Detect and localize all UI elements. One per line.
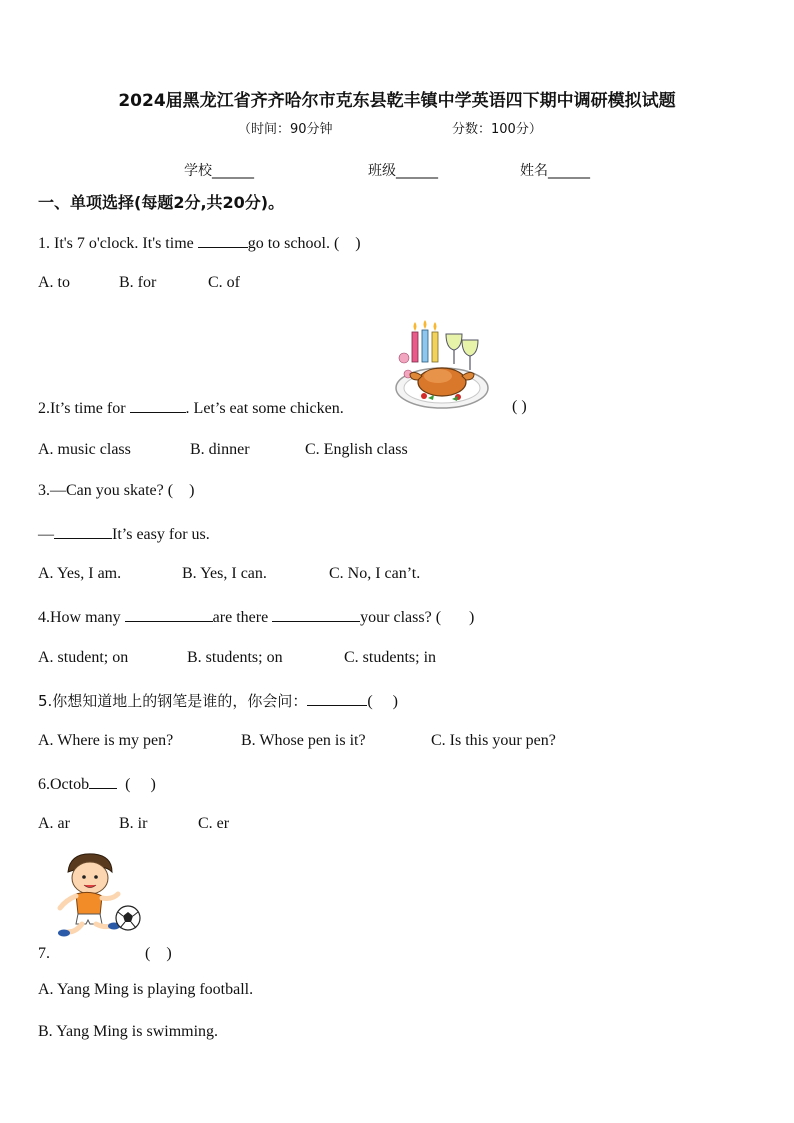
exam-time: （时间：90分钟 [238, 122, 333, 137]
q4-option-a: A. student; on [38, 649, 129, 666]
exam-score: 分数：100分） [452, 122, 542, 137]
q1-option-a: A. to [38, 274, 70, 291]
q4-stem-b: are there [212, 609, 269, 626]
q4-paren: ) [469, 609, 475, 626]
q3-stem: 3.—Can you skate? ( [38, 482, 174, 499]
q6-option-a: A. ar [38, 815, 70, 832]
q6-open-paren: ( [125, 776, 131, 793]
q1-stem: 1. It's 7 o'clock. It's time [38, 235, 194, 252]
q7-paren: ) [166, 945, 172, 962]
question-4 [38, 607, 474, 627]
q6-paren: ) [150, 776, 156, 793]
q2-blank [130, 398, 186, 413]
question-2 [38, 398, 344, 418]
q7-stem: 7. [38, 945, 50, 962]
q5-option-b: B. Whose pen is it? [241, 732, 366, 749]
q5-open-paren: ( [367, 693, 373, 710]
name-blank: ______ [548, 163, 590, 179]
class-field [368, 160, 438, 180]
q7-option-b: B. Yang Ming is swimming. [38, 1023, 219, 1040]
q7-open-paren: ( [145, 945, 151, 962]
question-7 [38, 945, 50, 963]
boy-football-image [48, 850, 144, 938]
q5-paren: ) [392, 693, 398, 710]
q1-option-b: B. for [119, 274, 157, 291]
school-field [184, 160, 254, 180]
q3-paren: ) [189, 482, 195, 499]
q3-option-a: A. Yes, I am. [38, 565, 122, 582]
name-label: 姓名 [520, 163, 548, 179]
q3-dash: — [38, 526, 54, 543]
q4-blank-2 [272, 607, 360, 622]
q4-option-b: B. students; on [187, 649, 283, 666]
q4-blank-1 [125, 607, 213, 622]
q1-blank [198, 233, 248, 248]
q7-option-a: A. Yang Ming is playing football. [38, 981, 254, 998]
question-5 [38, 690, 398, 711]
q1-stem-b: go to school. ( [247, 235, 340, 252]
q1-paren: ) [355, 235, 361, 252]
question-3 [38, 482, 194, 500]
q2-stem: 2.It’s time for [38, 400, 126, 417]
q3-blank [54, 524, 112, 539]
q6-option-c: C. er [198, 815, 230, 832]
q5-option-c: C. Is this your pen? [431, 732, 556, 749]
q4-stem: 4.How many [38, 609, 121, 626]
q2-option-a: A. music class [38, 441, 131, 458]
question-1 [38, 233, 361, 253]
q6-stem: 6.Octob [38, 776, 90, 793]
q3-option-b: B. Yes, I can. [182, 565, 267, 582]
q2-stem-b: . Let’s eat some chicken. [185, 400, 344, 417]
question-6 [38, 774, 156, 794]
q2-paren: ( ) [512, 398, 527, 415]
q4-option-c: C. students; in [344, 649, 437, 666]
exam-title: 2024届黑龙江省齐齐哈尔市克东县乾丰镇中学英语四下期中调研模拟试题 [118, 91, 676, 111]
dinner-turkey-image [394, 318, 494, 414]
q3-option-c: C. No, I can’t. [329, 565, 421, 582]
q4-stem-c: your class? ( [360, 609, 442, 626]
school-blank: ______ [212, 163, 254, 179]
q6-blank [89, 774, 117, 789]
class-blank: ______ [396, 163, 438, 179]
q5-stem: 5.你想知道地上的钢笔是谁的，你会问： [38, 692, 308, 710]
school-label: 学校 [184, 163, 212, 179]
q6-option-b: B. ir [119, 815, 148, 832]
q1-option-c: C. of [208, 274, 240, 291]
class-label: 班级 [368, 163, 396, 179]
q5-blank [307, 691, 367, 706]
q2-option-c: C. English class [305, 441, 408, 458]
question-3-line2 [38, 524, 210, 544]
q3-line2-text: It’s easy for us. [112, 526, 210, 543]
question-7-paren [145, 945, 172, 963]
q5-option-a: A. Where is my pen? [38, 732, 174, 749]
name-field [520, 160, 590, 180]
section-heading: 一、单项选择(每题2分,共20分)。 [38, 193, 285, 212]
q2-option-b: B. dinner [190, 441, 250, 458]
